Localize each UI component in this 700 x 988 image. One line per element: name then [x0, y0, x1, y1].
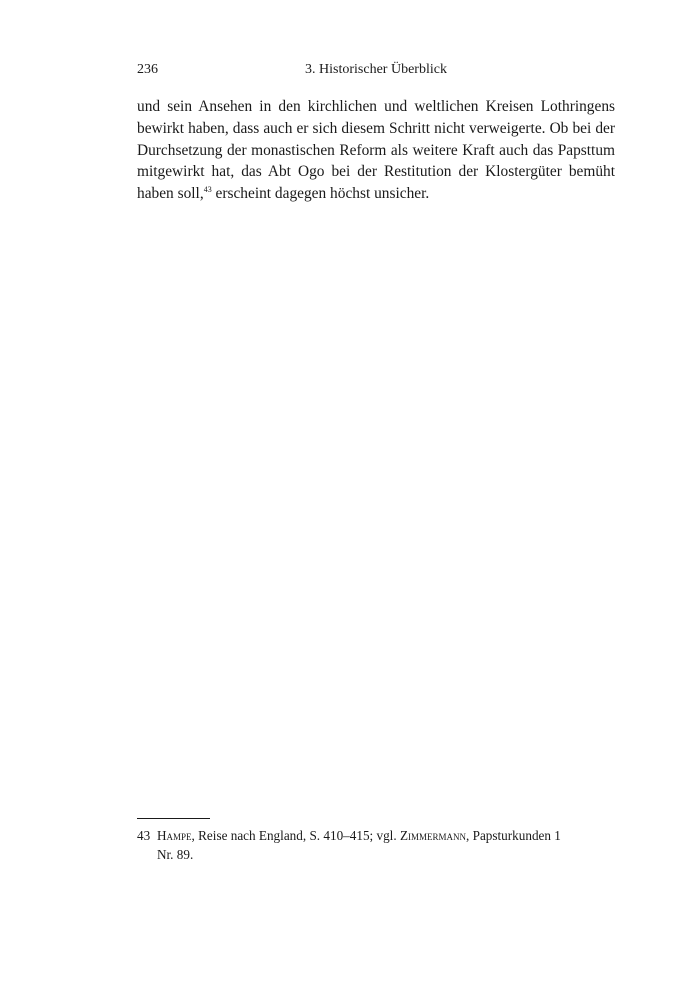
page-number: 236	[137, 62, 158, 77]
footnote-line-1	[137, 826, 615, 845]
footnote-author-hampe: Hampe	[157, 828, 192, 843]
body-text-part-2: erscheint dagegen höchst unsicher.	[211, 185, 430, 203]
body-text-part-1: und sein Ansehen in den kirchlichen und weltlichen Kreisen Lothringens bewirkt haben, dass auch er sich diesem Schritt nicht verweigerte. Ob bei der Durchsetzung der monastischen Reform als weitere Kraft auch das Papsttum mitgewirkt hat, das Abt Ogo bei der Restitution der Klostergüter bemüht haben soll,	[137, 98, 615, 203]
footnote-line-2: Nr. 89.	[157, 847, 194, 862]
body-paragraph	[137, 96, 615, 205]
footnote-number: 43	[137, 828, 151, 843]
page-header	[137, 62, 615, 82]
footnote-text-2: , Papsturkunden 1	[466, 828, 561, 843]
running-head: 3. Historischer Überblick	[305, 62, 447, 77]
footnote-reference[interactable]: 43	[203, 185, 212, 195]
footnote	[137, 826, 615, 864]
footnote-author-zimmermann: Zimmermann	[399, 828, 467, 843]
footnote-separator	[137, 818, 210, 819]
footnote-text-1: , Reise nach England, S. 410–415; vgl.	[191, 828, 400, 843]
